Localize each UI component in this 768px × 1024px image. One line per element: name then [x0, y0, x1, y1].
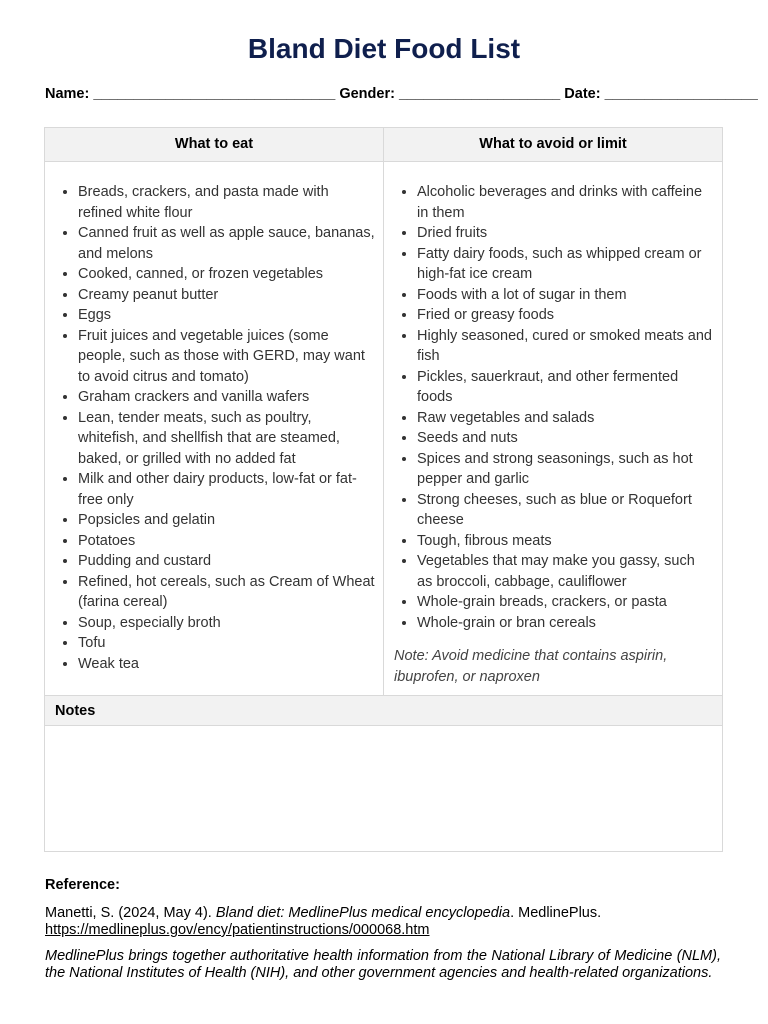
date-label: Date:: [564, 86, 601, 102]
list-item: • Creamy peanut butter: [78, 285, 375, 306]
list-item: • Fatty dairy foods, such as whipped cream or high-fat ice cream: [417, 244, 714, 285]
list-item: • Strong cheeses, such as blue or Roquefort cheese: [417, 490, 714, 531]
page-title: Bland Diet Food List: [247, 33, 521, 64]
list-item: • Milk and other dairy products, low-fat or fat-free only: [78, 469, 375, 510]
list-item: • Popsicles and gelatin: [78, 510, 375, 531]
gender-label: Gender:: [339, 86, 395, 102]
list-item: • Whole-grain or bran cereals: [417, 613, 714, 634]
list-item: • Canned fruit as well as apple sauce, bananas, and melons: [78, 223, 375, 264]
gender-field[interactable]: ____________________: [398, 86, 561, 102]
list-item: • Foods with a lot of sugar in them: [417, 285, 714, 306]
notes-header: Notes: [45, 695, 722, 726]
list-item: • Pudding and custard: [78, 551, 375, 572]
name-label: Name:: [45, 86, 90, 102]
list-item: • Cooked, canned, or frozen vegetables: [78, 264, 375, 285]
list-item: • Pickles, sauerkraut, and other fermented foods: [417, 367, 714, 408]
date-field[interactable]: ___________________: [604, 86, 758, 102]
list-item: • Raw vegetables and salads: [417, 408, 714, 429]
avoid-list: [384, 182, 714, 633]
header-what-to-eat: What to eat: [174, 136, 254, 152]
list-item: • Soup, especially broth: [78, 613, 375, 634]
list-item: • Alcoholic beverages and drinks with caffeine in them: [417, 182, 714, 223]
list-item: • Refined, hot cereals, such as Cream of Wheat (farina cereal): [78, 572, 375, 613]
eat-column: [45, 182, 375, 674]
list-item: • Fruit juices and vegetable juices (some people, such as those with GERD, may want to avoid citrus and tomato): [78, 326, 375, 388]
name-field[interactable]: ______________________________: [93, 86, 336, 102]
avoid-column: [384, 182, 714, 687]
patient-info-fields: [45, 86, 758, 102]
list-item: • Potatoes: [78, 531, 375, 552]
list-item: • Tough, fibrous meats: [417, 531, 714, 552]
citation-title: Bland diet: MedlinePlus medical encyclopedia: [215, 905, 511, 921]
list-item: • Eggs: [78, 305, 375, 326]
list-item: • Graham crackers and vanilla wafers: [78, 387, 375, 408]
citation-prefix: Manetti, S. (2024, May 4).: [45, 905, 216, 921]
header-what-to-avoid: What to avoid or limit: [479, 136, 627, 152]
list-item: • Tofu: [78, 633, 375, 654]
reference-link[interactable]: https://medlineplus.gov/ency/patientinstructions/000068.htm: [45, 922, 430, 938]
food-list-table: [44, 127, 723, 852]
reference-heading: Reference:: [45, 877, 120, 893]
eat-list: [45, 182, 375, 674]
reference-citation: [45, 905, 721, 939]
list-item: • Seeds and nuts: [417, 428, 714, 449]
reference-description: MedlinePlus brings together authoritative health information from the National Library of Medicine (NLM), the National Institutes of Health (NIH), and other government agencies and health-related organizations.: [45, 948, 721, 981]
list-item: • Spices and strong seasonings, such as hot pepper and garlic: [417, 449, 714, 490]
list-item: • Lean, tender meats, such as poultry, whitefish, and shellfish that are steamed, baked, or grilled with no added fat: [78, 408, 375, 470]
list-item: • Dried fruits: [417, 223, 714, 244]
list-item: • Fried or greasy foods: [417, 305, 714, 326]
list-item: • Vegetables that may make you gassy, such as broccoli, cabbage, cauliflower: [417, 551, 714, 592]
list-item: • Highly seasoned, cured or smoked meats and fish: [417, 326, 714, 367]
list-item: • Weak tea: [78, 654, 375, 675]
notes-area[interactable]: [45, 726, 722, 851]
list-item: • Breads, crackers, and pasta made with refined white flour: [78, 182, 375, 223]
medicine-note: Note: Avoid medicine that contains aspirin, ibuprofen, or naproxen: [394, 648, 668, 685]
citation-suffix: . MedlinePlus.: [510, 905, 602, 921]
list-item: • Whole-grain breads, crackers, or pasta: [417, 592, 714, 613]
